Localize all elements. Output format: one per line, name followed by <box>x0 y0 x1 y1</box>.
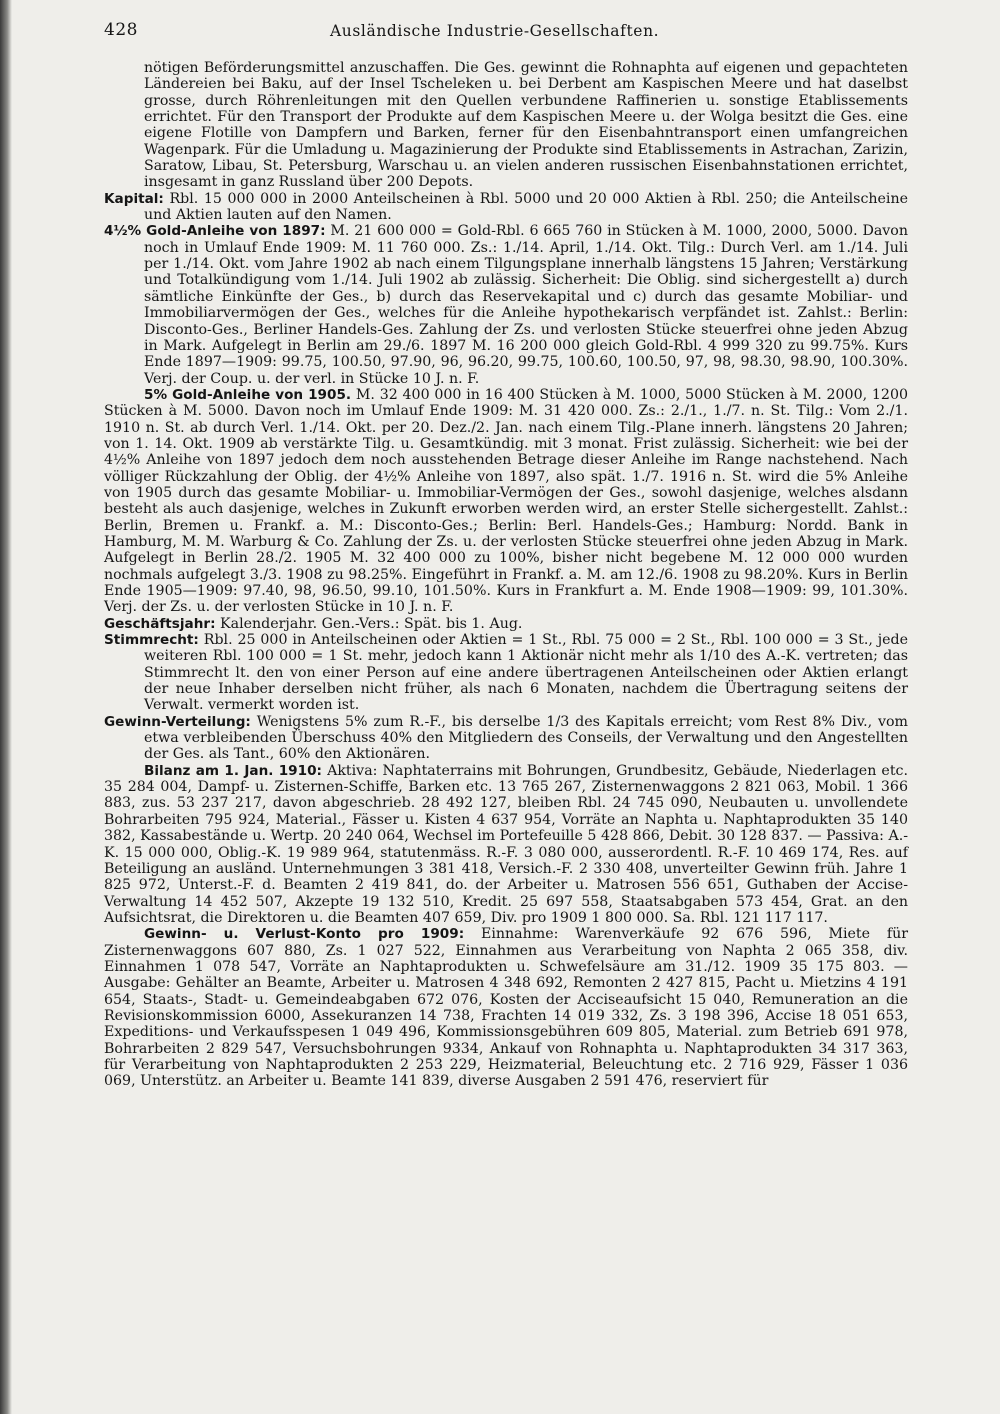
paragraph-kapital <box>104 191 908 224</box>
page-binding-shadow <box>0 0 12 1414</box>
main-text <box>104 60 908 1090</box>
paragraph-text: Rbl. 25 000 in Anteilscheinen oder Aktien = 1 St., Rbl. 75 000 = 2 St., Rbl. 100 000 = 3 St., jede weiteren Rbl. 100 000 = 1 St. mehr, jedoch kann 1 Aktionär nicht mehr als 1/10 des A.-K. vertreten; das Stimmrecht lt. den von einer Person auf eine andere übertragenen Anteilscheinen oder Aktien erlangt der neue Inhaber derselben nicht früher, als nach 6 Monaten, nachdem die Übertragung seitens der Verwalt. vermerkt worden ist. <box>144 632 908 714</box>
paragraph-operations <box>104 60 908 191</box>
paragraph-label: Kapital: <box>104 190 164 207</box>
paragraph-bilanz <box>104 763 908 926</box>
paragraph-text: Wenigstens 5% zum R.-F., bis derselbe 1/3 des Kapitals erreicht; vom Rest 8% Div., vom etwa verbleibenden Überschuss 40% den Mitgliedern des Conseils, der Verwaltung und den Angestellten der Ges. als Tant., 60% den Aktionären. <box>144 713 908 763</box>
paragraph-geschaeftsjahr <box>104 616 908 632</box>
paragraph-text: Rbl. 15 000 000 in 2000 Anteilscheinen à Rbl. 5000 und 20 000 Aktien à Rbl. 250; die Anteilscheine und Aktien lauten auf den Namen. <box>144 190 908 224</box>
paragraph-gewinn-verlust-konto <box>104 926 908 1089</box>
paragraph-anleihe-1905 <box>104 387 908 616</box>
paragraph-label: Gewinn- u. Verlust-Konto pro 1909: <box>144 926 465 943</box>
paragraph-label: Stimmrecht: <box>104 632 199 649</box>
paragraph-text: M. 32 400 000 in 16 400 Stücken à M. 1000, 5000 Stücken à M. 2000, 1200 Stücken à M. 5000. Davon noch im Umlauf Ende 1909: M. 31 420 000. Zs.: 2./1., 1./7. n. St. Tilg.: Vom 2./1. 1910 n. St. ab durch Verl. 1./14. Okt. per 20. Dez./2. Jan. nach einem Tilg.-Plane innerh. längstens 20 Jahren; von 1. 14. Okt. 1909 ab verstärkte Tilg. u. Gesamtkündig. mit 3 monat. Frist zulässig. Sicherheit: wie bei der 4½% Anleihe von 1897 jedoch dem noch ausstehenden Betrage dieser Anleihe im Range nachstehend. Nach völliger Rückzahlung der Oblig. der 4½% Anleihe von 1897, also spät. 1./7. 1916 n. St. wird die 5% Anleihe von 1905 durch das gesamte Mobiliar- u. Immobiliar-Vermögen der Ges., sowohl dasjenige, welches alsdann besteht als auch dasjenige, welches in Zukunft erworben werden wird, an erster Stelle sichergestellt. Zahlst.: Berlin, Bremen u. Frankf. a. M.: Disconto-Ges.; Berlin: Berl. Handels-Ges.; Hamburg: Nordd. Bank in Hamburg, M. M. Warburg & Co. Zahlung der Zs. u. der verlosten Stücke steuerfrei ohne jeden Abzug in Mark. Aufgelegt in Berlin 28./2. 1905 M. 32 400 000 zu 100%, bisher nicht begebene M. 12 000 000 wurden nochmals aufgelegt 3./3. 1908 zu 98.25%. Eingeführt in Frankf. a. M. am 12./6. 1908 zu 98.20%. Kurs in Berlin Ende 1905—1909: 97.40, 98, 96.50, 99.10, 101.50%. Kurs in Frankfurt a. M. Ende 1908—1909: 99, 101.30%. Verj. der Zs. u. der verlosten Stücke in 10 J. n. F. <box>104 386 908 616</box>
paragraph-gewinn-verteilung <box>104 714 908 763</box>
page-number: 428 <box>104 20 138 40</box>
paragraph-label: 4½% Gold-Anleihe von 1897: <box>104 223 326 240</box>
paragraph-label: Gewinn-Verteilung: <box>104 713 251 730</box>
paragraph-text: Einnahme: Warenverkäufe 92 676 596, Miete für Zisternenwaggons 607 880, Zs. 1 027 522, Einnahmen aus Verarbeitung von Naphta 2 065 358, div. Einnahmen 1 078 547, Vorräte an Naphtaprodukten u. Schwefelsäure am 31./12. 1909 35 175 803. — Ausgabe: Gehälter an Beamte, Arbeiter u. Matrosen 4 348 692, Remonten 2 427 815, Pacht u. Mietzins 4 191 654, Staats-, Stadt- u. Gemeindeabgaben 672 076, Kosten der Acciseaufsicht 15 040, Remuneration an die Revisionskommission 6000, Assekuranzen 14 738, Frachten 14 019 332, Zs. 3 198 396, Accise 18 051 653, Expeditions- und Verkaufsspesen 1 049 496, Kommissionsgebühren 609 805, Material. zum Betrieb 691 978, Bohrarbeiten 2 829 547, Versuchsbohrungen 9334, Ankauf von Rohnaphta u. Naphtaprodukten 34 317 363, für Verarbeitung von Naphtaprodukten 2 253 229, Heizmaterial, Beleuchtung etc. 2 716 929, Fässer 1 036 069, Unterstütz. an Arbeiter u. Beamte 141 839, diverse Ausgaben 2 591 476, reserviert für <box>104 926 909 1090</box>
running-title: Ausländische Industrie-Gesellschaften. <box>330 22 660 40</box>
paragraph-label: Bilanz am 1. Jan. 1910: <box>144 762 322 779</box>
paragraph-text: Kalenderjahr. Gen.-Vers.: Spät. bis 1. Aug. <box>220 615 523 632</box>
paragraph-label: 5% Gold-Anleihe von 1905. <box>144 386 352 403</box>
paragraph-text: nötigen Beförderungsmittel anzuschaffen. Die Ges. gewinnt die Rohnaphta auf eigenen und gepachteten Ländereien bei Baku, auf der Insel Tscheleken u. bei Derbent am Kaspischen Meere und hat daselbst grosse, durch Röhrenleitungen mit den Quellen verbundene Raffinerien u. sonstige Etablissements errichtet. Für den Transport der Produkte auf dem Kaspischen Meere u. der Wolga besitzt die Ges. eine eigene Flotille von Dampfern und Barken, ferner für den Eisenbahntransport einen umfangreichen Wagenpark. Für die Umladung u. Magazinierung der Produkte sind Etablissements in Astrachan, Zarizin, Saratow, Libau, St. Petersburg, Warschau u. an vielen anderen russischen Eisenbahnstationen errichtet, insgesamt in ganz Russland über 200 Depots. <box>144 60 908 191</box>
paragraph-anleihe-1897 <box>104 223 908 386</box>
paragraph-text: Aktiva: Naphtaterrains mit Bohrungen, Grundbesitz, Gebäude, Niederlagen etc. 35 284 004, Dampf- u. Zisternen-Schiffe, Barken etc. 13 765 267, Zisternenwaggons 2 821 063, Mobil. 1 366 883, zus. 53 237 217, davon abgeschrieb. 28 492 127, bleiben Rbl. 24 745 090, Neubauten u. unvollendete Bohrarbeiten 795 924, Material., Fässer u. Kisten 4 637 954, Vorräte an Naphta u. Naphtaprodukten 35 140 382, Kassabestände u. Wertp. 20 240 064, Wechsel im Portefeuille 5 428 866, Debit. 30 128 837. — Passiva: A.-K. 15 000 000, Oblig.-K. 19 989 964, statutenmäss. R.-F. 3 080 000, ausserordentl. R.-F. 10 469 174, Res. auf Beteiligung an ausländ. Unternehmungen 3 381 418, Versich.-F. 2 330 408, unverteilter Gewinn früh. Jahre 1 825 972, Unterst.-F. d. Beamten 2 419 841, do. der Arbeiter u. Matrosen 556 651, Guthaben der Accise-Verwaltung 14 452 507, Akzepte 19 132 510, Kredit. 25 697 558, Staatsabgaben 573 454, Grat. an den Aufsichtsrat, die Direktoren u. die Beamten 407 659, Div. pro 1909 1 800 000. Sa. Rbl. 121 117 117. <box>104 762 908 926</box>
paragraph-text: M. 21 600 000 = Gold-Rbl. 6 665 760 in Stücken à M. 1000, 2000, 5000. Davon noch in Umlauf Ende 1909: M. 11 760 000. Zs.: 1./14. April, 1./14. Okt. Tilg.: Durch Verl. am 1./14. Juli per 1./14. Okt. vom Jahre 1902 ab nach einem Tilgungsplane innerhalb längstens 15 Jahren; Verstärkung und Totalkündigung vom 1./14. Juli 1902 ab zulässig. Sicherheit: Die Oblig. sind sichergestellt a) durch sämtliche Einkünfte der Ges., b) durch das Reservekapital und c) durch das gesamte Mobiliar- und Immobiliarvermögen der Ges., welches für die Anleihe hypothekarisch verpfändet ist. Zahlst.: Berlin: Disconto-Ges., Berliner Handels-Ges. Zahlung der Zs. und verlosten Stücke steuerfrei ohne jeden Abzug in Mark. Aufgelegt in Berlin am 29./6. 1897 M. 16 200 000 gleich Gold-Rbl. 4 999 320 zu 99.75%. Kurs Ende 1897—1909: 99.75, 100.50, 97.90, 96, 96.20, 99.75, 100.60, 100.50, 97, 98, 98.30, 98.90, 100.30%. Verj. der Coup. u. der verl. in Stücke 10 J. n. F. <box>144 223 908 387</box>
paragraph-stimmrecht <box>104 632 908 714</box>
paragraph-label: Geschäftsjahr: <box>104 615 216 632</box>
